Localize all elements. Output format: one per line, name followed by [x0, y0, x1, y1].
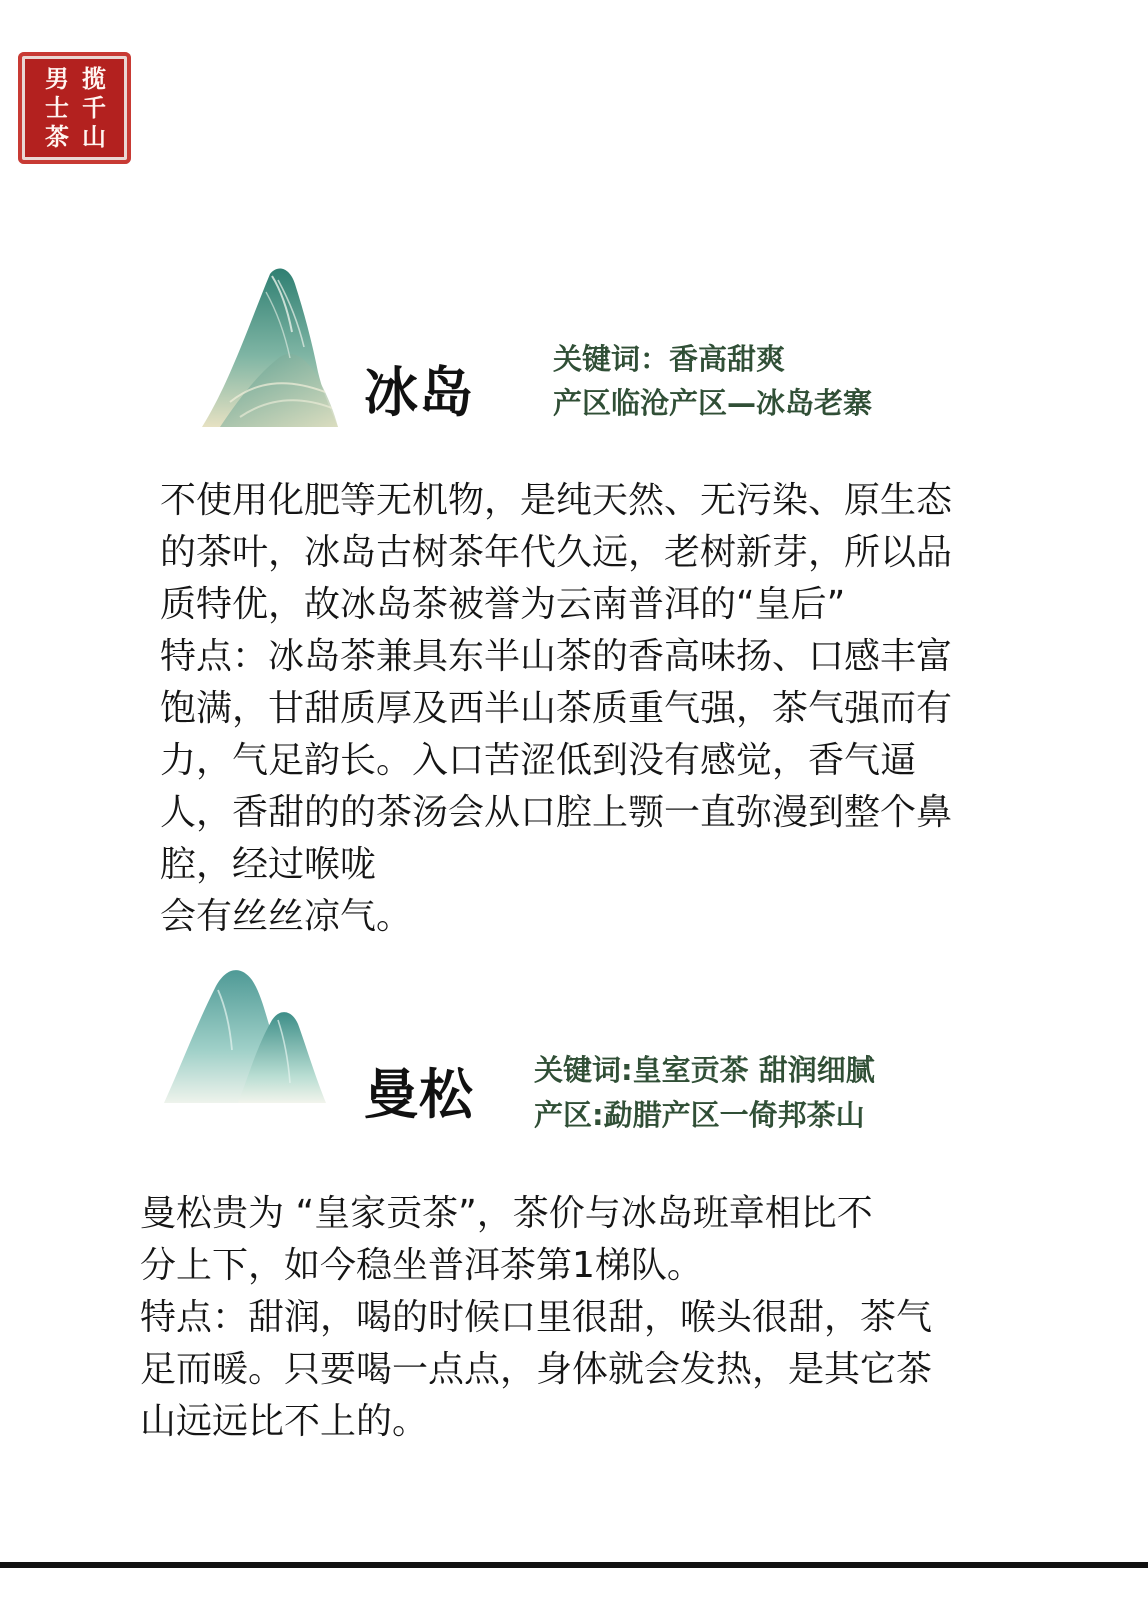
seal-character: 茶	[45, 122, 69, 151]
section-region: 产区临沧产区—冰岛老寨	[553, 386, 873, 420]
body-text-line: 特点：甜润，喝的时候口里很甜，喉头很甜，茶气	[140, 1297, 933, 1338]
section-keywords: 关键词:皇室贡茶 甜润细腻	[534, 1053, 875, 1087]
section-region: 产区:勐腊产区一倚邦茶山	[534, 1098, 865, 1132]
body-text-line: 不使用化肥等无机物，是纯天然、无污染、原生态	[160, 480, 953, 521]
seal-character: 千	[82, 93, 106, 122]
body-text-line: 山远远比不上的。	[140, 1401, 429, 1442]
mountain-illustration	[200, 262, 340, 432]
mountain-illustration	[160, 958, 330, 1108]
body-text-line: 腔，经过喉咙	[160, 844, 377, 885]
body-text-line: 分上下，如今稳坐普洱茶第1梯队。	[140, 1245, 703, 1286]
section-title: 冰岛	[364, 361, 474, 424]
seal-character: 山	[82, 122, 106, 151]
body-text-line: 饱满，甘甜质厚及西半山茶质重气强，茶气强而有	[160, 688, 953, 729]
body-text-line: 会有丝丝凉气。	[160, 896, 413, 937]
seal-character: 士	[45, 93, 69, 122]
bottom-divider	[0, 1562, 1148, 1568]
body-text-line: 质特优，故冰岛茶被誉为云南普洱的“皇后”	[160, 584, 846, 625]
seal-logo	[18, 52, 131, 164]
seal-character: 揽	[82, 64, 106, 93]
body-text-line: 足而暖。只要喝一点点，身体就会发热，是其它茶	[140, 1349, 933, 1390]
body-text-line: 力，气足韵长。入口苦涩低到没有感觉，香气逼	[160, 740, 917, 781]
body-text-line: 人，香甜的的茶汤会从口腔上颚一直弥漫到整个鼻	[160, 792, 953, 833]
body-text-line: 特点：冰岛茶兼具东半山茶的香高味扬、口感丰富	[160, 636, 953, 677]
body-text-line: 的茶叶，冰岛古树茶年代久远，老树新芽，所以品	[160, 532, 953, 573]
seal-character: 男	[45, 64, 69, 93]
body-text-line: 曼松贵为 “皇家贡茶”，茶价与冰岛班章相比不	[140, 1193, 873, 1234]
section-keywords: 关键词：香高甜爽	[553, 342, 786, 376]
section-title: 曼松	[364, 1063, 474, 1126]
